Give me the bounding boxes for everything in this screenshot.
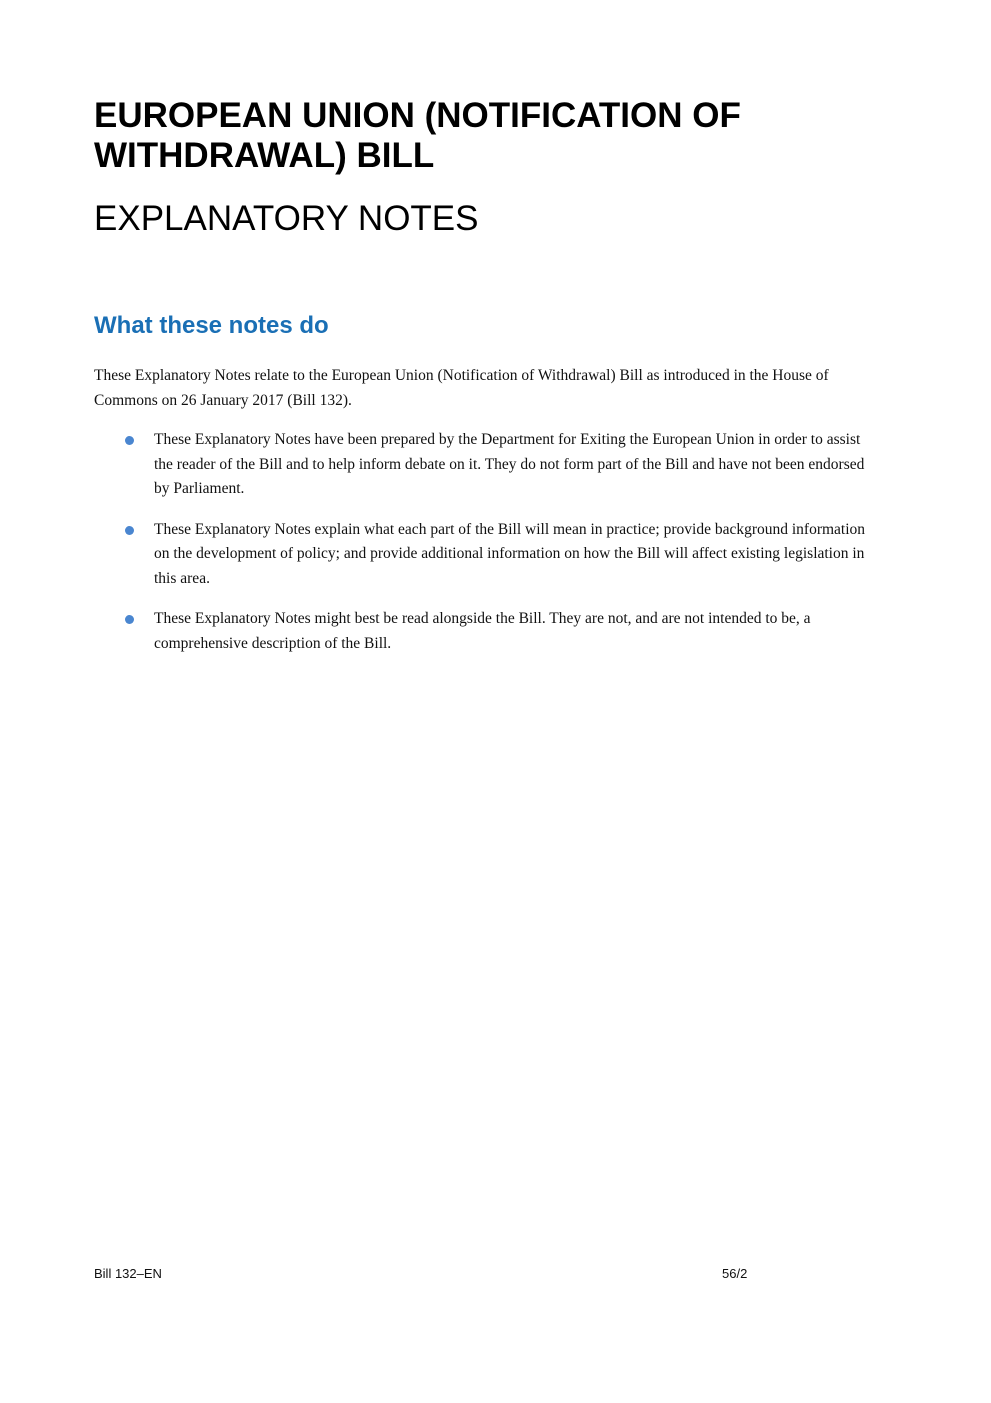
bullet-item bbox=[94, 428, 874, 502]
bullet-dot-icon bbox=[125, 436, 134, 445]
intro-paragraph: These Explanatory Notes relate to the European Union (Notification of Withdrawal) Bill as introduced in the House of Commons on 26 January 2017 (Bill 132). bbox=[94, 367, 829, 409]
document-title: EUROPEAN UNION (NOTIFICATION OF WITHDRAWAL) BILL bbox=[94, 96, 741, 175]
section-heading: What these notes do bbox=[94, 312, 329, 339]
footer-page-reference: 56/2 bbox=[722, 1266, 748, 1281]
bullet-list bbox=[94, 428, 874, 672]
document-subtitle: EXPLANATORY NOTES bbox=[94, 199, 479, 238]
bullet-dot-icon bbox=[125, 526, 134, 535]
bullet-text: These Explanatory Notes have been prepared by the Department for Exiting the European Union in order to assist the reader of the Bill and to help inform debate on it. They do not form part of the Bill and have not been endorsed by Parliament. bbox=[154, 431, 865, 497]
bullet-text: These Explanatory Notes explain what each part of the Bill will mean in practice; provide background information on the development of policy; and provide additional information on how the Bill will affect existing legislation in this area. bbox=[154, 520, 866, 587]
bullet-text: These Explanatory Notes might best be read alongside the Bill. They are not, and are not intended to be, a comprehensive description of the Bill. bbox=[154, 610, 811, 652]
bullet-item bbox=[94, 607, 874, 656]
bullet-item bbox=[94, 518, 874, 592]
footer-bill-reference: Bill 132–EN bbox=[94, 1266, 162, 1281]
bullet-dot-icon bbox=[125, 615, 134, 624]
